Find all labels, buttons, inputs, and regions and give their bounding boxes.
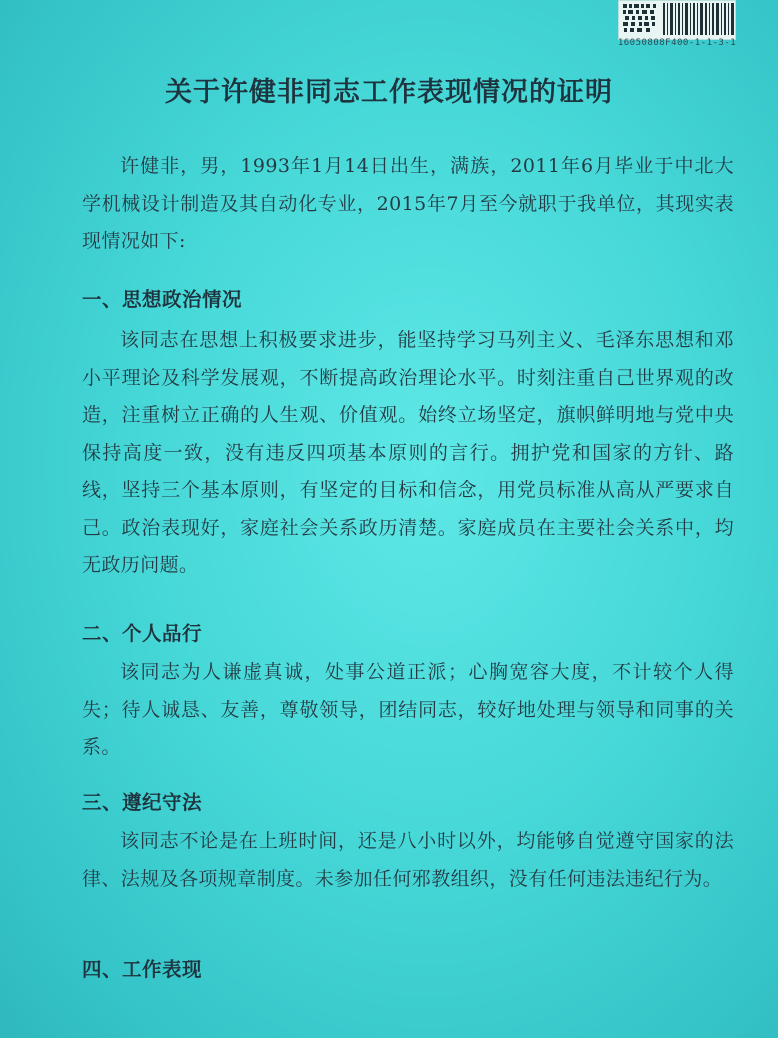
section-body-conduct: 该同志为人谦虚真诚，处事公道正派；心胸宽容大度，不计较个人得失；待人诚恳、友善，尊敬领导，团结同志，较好地处理与领导和同事的关系。 — [82, 661, 734, 758]
section-body-politics: 该同志在思想上积极要求进步，能坚持学习马列主义、毛泽东思想和邓小平理论及科学发展观，不断提高政治理论水平。时刻注重自己世界观的改造，注重树立正确的人生观、价值观。始终立场坚定，旗帜鲜明地与党中央保持高度一致，没有违反四项基本原则的言行。拥护党和国家的方针、路线，坚持三个基本原则，有坚定的目标和信念，用党员标准从高从严要求自己。政治表现好，家庭社会关系政历清楚。家庭成员在主要社会关系中，均无政历问题。 — [82, 329, 734, 576]
section-heading-conduct: 二、个人品行 — [82, 622, 203, 645]
barcode-number: 16050808F400-1-1-3-1 — [617, 38, 737, 48]
section-body-law: 该同志不论是在上班时间，还是八小时以外，均能够自觉遵守国家的法律、法规及各项规章制度。未参加任何邪教组织，没有任何违法违纪行为。 — [82, 830, 734, 890]
section-heading-law: 三、遵纪守法 — [82, 791, 203, 814]
section-heading-work: 四、工作表现 — [82, 958, 203, 981]
document-title: 关于许健非同志工作表现情况的证明 — [165, 77, 613, 109]
section-heading-politics: 一、思想政治情况 — [82, 288, 243, 311]
barcode-icon — [618, 0, 736, 40]
intro-paragraph: 许健非，男，1993年1月14日出生，满族，2011年6月毕业于中北大学机械设计制造及其自动化专业，2015年7月至今就职于我单位，其现实表现情况如下: — [82, 155, 734, 252]
